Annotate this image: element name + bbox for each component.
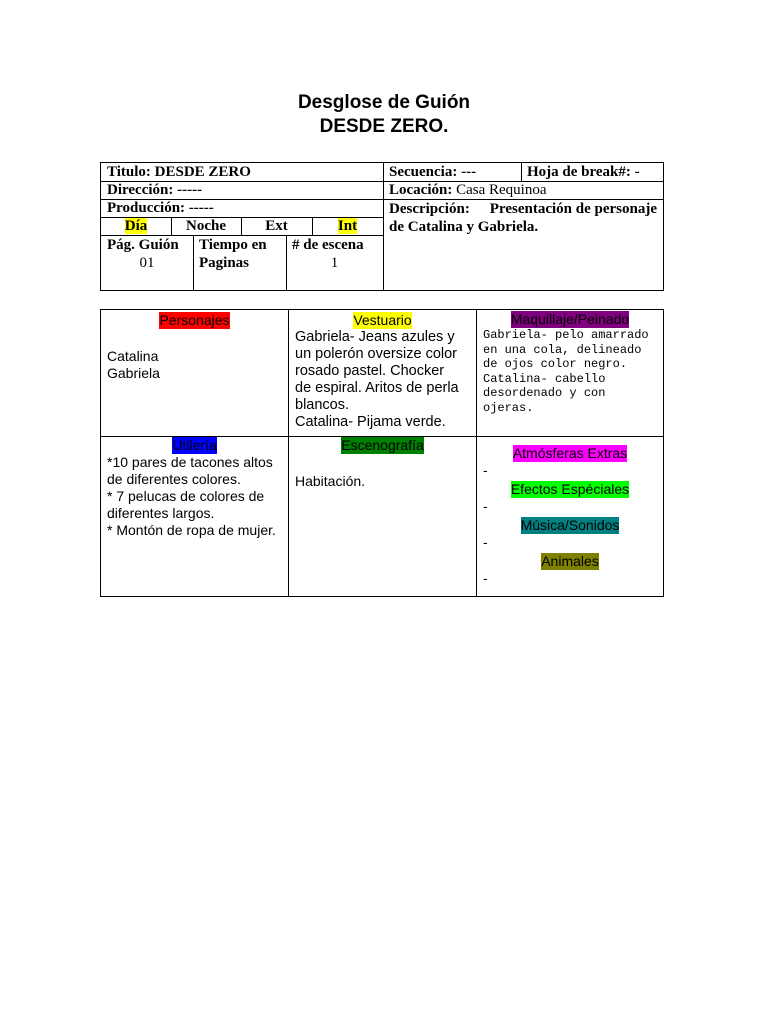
escena-label: # de escena bbox=[292, 237, 364, 253]
noche-label: Noche bbox=[186, 218, 226, 234]
maquillaje-line: en una cola, delineado bbox=[483, 342, 642, 357]
descripcion-label: Descripción: bbox=[389, 201, 470, 217]
descripcion-line-1 bbox=[389, 200, 657, 218]
pag-guion-cell bbox=[101, 236, 193, 272]
efectos-heading: Efectos Espéciales bbox=[510, 481, 630, 497]
utileria-line: *10 pares de tacones altos bbox=[107, 454, 273, 470]
utileria-line: de diferentes colores. bbox=[107, 471, 241, 487]
hoja-break-field bbox=[521, 163, 663, 181]
header-table bbox=[100, 162, 664, 291]
secuencia-label: Secuencia: bbox=[389, 164, 458, 180]
efectos-value: - bbox=[483, 498, 488, 514]
personajes-heading: Personajes bbox=[159, 312, 230, 328]
breakdown-grid bbox=[100, 309, 664, 597]
document-title: Desglose de Guión bbox=[297, 92, 471, 113]
maquillaje-line: Catalina- cabello bbox=[483, 371, 606, 386]
descripcion-value-2: de Catalina y Gabriela. bbox=[389, 219, 539, 235]
document-subtitle: DESDE ZERO. bbox=[319, 116, 449, 137]
locacion-label: Locación: bbox=[389, 182, 453, 198]
direccion-label: Dirección: bbox=[107, 182, 174, 198]
int-label: Int bbox=[337, 218, 358, 234]
pag-guion-label: Pág. Guión bbox=[107, 237, 179, 253]
dia-label: Día bbox=[124, 218, 148, 234]
escena-cell bbox=[286, 236, 383, 272]
animales-heading: Animales bbox=[541, 553, 599, 569]
vestuario-line: un polerón oversize color bbox=[295, 346, 458, 362]
vestuario-line: de espiral. Aritos de perla bbox=[295, 380, 459, 396]
maquillaje-line: de ojos color negro. bbox=[483, 357, 628, 372]
maquillaje-line: Gabriela- pelo amarrado bbox=[483, 328, 649, 342]
int-cell bbox=[312, 217, 383, 235]
utileria-cell bbox=[101, 437, 288, 596]
locacion-value: Casa Requinoa bbox=[456, 182, 547, 198]
maquillaje-line: desordenado y con bbox=[483, 386, 606, 401]
dia-cell bbox=[101, 217, 171, 235]
titulo-label: Titulo: bbox=[107, 164, 151, 180]
pag-guion-value: 01 bbox=[139, 255, 155, 271]
escenografia-cell bbox=[289, 437, 476, 596]
produccion-field bbox=[101, 199, 383, 217]
vestuario-cell bbox=[289, 310, 476, 436]
escenografia-value: Habitación. bbox=[295, 473, 366, 489]
personaje-item: Gabriela bbox=[107, 365, 160, 381]
ext-label: Ext bbox=[265, 218, 288, 234]
ext-cell bbox=[241, 217, 312, 235]
descripcion-value-1: Presentación de personaje bbox=[489, 201, 657, 217]
escena-value: 1 bbox=[330, 255, 339, 271]
maquillaje-cell bbox=[477, 310, 663, 436]
personaje-item: Catalina bbox=[107, 348, 159, 364]
direccion-field bbox=[101, 181, 383, 199]
hoja-break-label: Hoja de break#: bbox=[527, 164, 631, 180]
titulo-field bbox=[101, 163, 383, 181]
escenografia-heading: Escenografía bbox=[341, 437, 424, 453]
musica-heading: Música/Sonidos bbox=[520, 517, 620, 533]
tiempo-label-2: Paginas bbox=[199, 255, 250, 271]
animales-value: - bbox=[483, 570, 488, 586]
secuencia-field bbox=[383, 163, 521, 181]
noche-cell bbox=[171, 217, 241, 235]
vestuario-line: blancos. bbox=[295, 397, 350, 413]
tiempo-label-1: Tiempo en bbox=[199, 237, 267, 253]
tiempo-cell bbox=[193, 236, 286, 272]
descripcion-field bbox=[383, 200, 663, 236]
utileria-heading: Utilería bbox=[172, 437, 217, 453]
personajes-cell bbox=[101, 310, 288, 436]
atmosferas-heading: Atmósferas Extras bbox=[512, 445, 628, 461]
maquillaje-heading: Maquillaje/Peinado bbox=[510, 311, 630, 327]
vestuario-line: rosado pastel. Chocker bbox=[295, 363, 445, 379]
atmosferas-value: - bbox=[483, 462, 488, 478]
utileria-line: * Montón de ropa de mujer. bbox=[107, 522, 276, 538]
titulo-value: DESDE ZERO bbox=[154, 164, 251, 180]
direccion-value: ----- bbox=[177, 182, 203, 198]
vestuario-line: Catalina- Pijama verde. bbox=[295, 414, 446, 430]
produccion-value: ----- bbox=[188, 200, 214, 216]
utileria-line: diferentes largos. bbox=[107, 505, 215, 521]
utileria-line: * 7 pelucas de colores de bbox=[107, 488, 265, 504]
secuencia-value: --- bbox=[461, 164, 477, 180]
locacion-field bbox=[383, 181, 663, 199]
hoja-break-value: - bbox=[634, 164, 640, 180]
maquillaje-line: ojeras. bbox=[483, 400, 534, 415]
extras-cell bbox=[477, 437, 663, 596]
musica-value: - bbox=[483, 534, 488, 550]
vestuario-heading: Vestuario bbox=[353, 312, 412, 328]
produccion-label: Producción: bbox=[107, 200, 186, 216]
vestuario-line: Gabriela- Jeans azules y bbox=[295, 329, 455, 345]
